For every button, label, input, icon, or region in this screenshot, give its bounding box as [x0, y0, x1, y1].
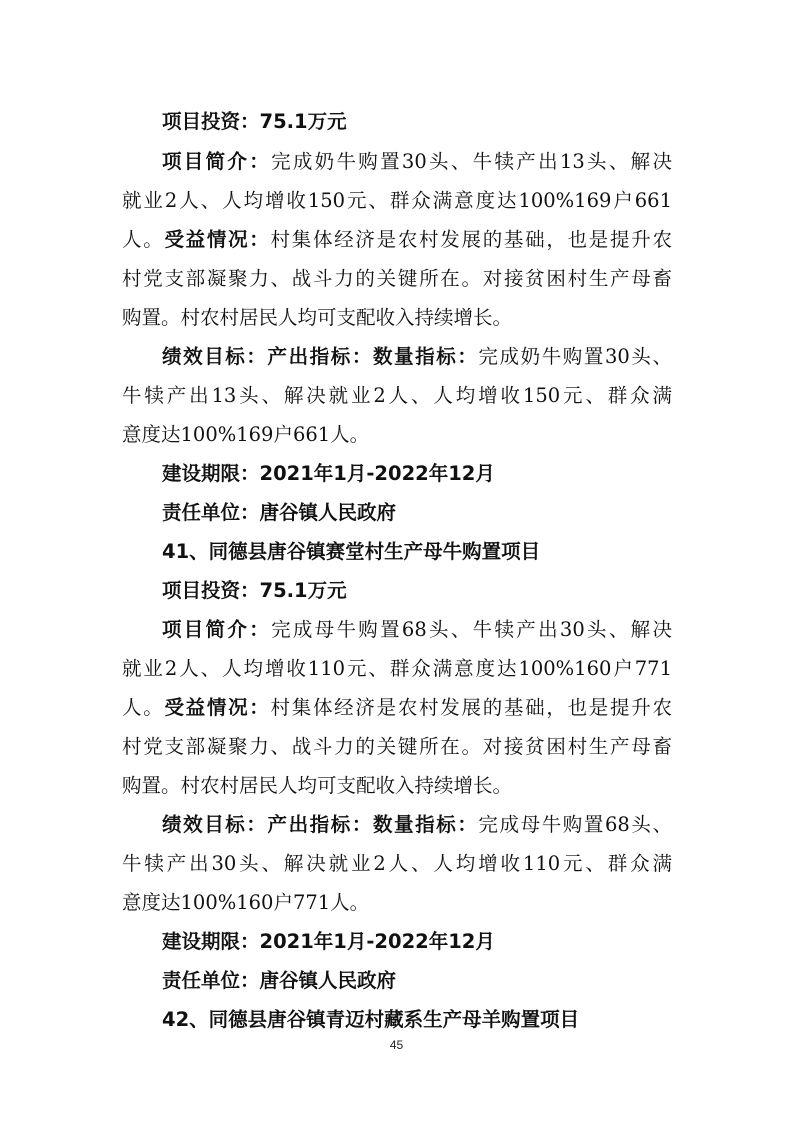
- intro-text: 完成母牛购置68头、牛犊产出30头、解决: [271, 618, 672, 641]
- s1-intro-line-1: [162, 147, 672, 177]
- s2-invest-line: [162, 576, 672, 606]
- s2-benefit-line-2: 村党支部凝聚力、战斗力的关键所在。对接贫困村生产母畜: [122, 735, 672, 758]
- invest-label: 项目投资：: [162, 579, 260, 602]
- goal-label: 绩效目标：产出指标：数量指标：: [162, 345, 479, 368]
- intro-text-end: 人。: [122, 228, 165, 251]
- invest-value: 75.1万元: [259, 110, 347, 133]
- invest-label: 项目投资：: [162, 110, 260, 133]
- s1-invest-line: [162, 107, 672, 137]
- invest-value: 75.1万元: [259, 579, 347, 602]
- s2-responsible-unit: 责任单位：唐谷镇人民政府: [162, 969, 397, 992]
- s2-benefit-line-3: 购置。村农村居民人均可支配收入持续增长。: [122, 774, 513, 797]
- s3-project-title: 42、同德县唐谷镇青迈村藏系生产母羊购置项目: [162, 1008, 580, 1031]
- goal-text: 完成奶牛购置30头、: [478, 345, 672, 368]
- s1-responsible-unit: 责任单位：唐谷镇人民政府: [162, 501, 397, 524]
- s1-goal-line-2: 牛犊产出13头、解决就业2人、人均增收150元、群众满: [122, 384, 672, 407]
- s2-period: 建设期限：2021年1月-2022年12月: [162, 930, 495, 953]
- s1-goal-line-1: [162, 342, 672, 372]
- intro-label: 项目简介：: [162, 150, 272, 173]
- s2-goal-line-1: [162, 810, 672, 840]
- s1-goal-line-3: 意度达100%169户661人。: [122, 423, 370, 446]
- benefit-label: 受益情况：: [164, 696, 271, 719]
- intro-text: 完成奶牛购置30头、牛犊产出13头、解决: [271, 150, 672, 173]
- s1-period: 建设期限：2021年1月-2022年12月: [162, 462, 495, 485]
- intro-label: 项目简介：: [162, 618, 272, 641]
- goal-label: 绩效目标：产出指标：数量指标：: [162, 813, 479, 836]
- intro-text-end: 人。: [122, 696, 165, 719]
- s2-project-title: 41、同德县唐谷镇赛堂村生产母牛购置项目: [162, 540, 541, 563]
- s1-intro-line-3: [122, 225, 672, 255]
- s2-intro-line-2: 就业2人、人均增收110元、群众满意度达100%160户771: [122, 657, 672, 680]
- s2-goal-line-3: 意度达100%160户771人。: [122, 891, 370, 914]
- page-number: 45: [389, 1038, 404, 1052]
- s2-intro-line-1: [162, 615, 672, 645]
- s2-goal-line-2: 牛犊产出30头、解决就业2人、人均增收110元、群众满: [122, 852, 672, 875]
- s1-benefit-line-2: 村党支部凝聚力、战斗力的关键所在。对接贫困村生产母畜: [122, 267, 672, 290]
- benefit-label: 受益情况：: [164, 228, 271, 251]
- s1-benefit-line-3: 购置。村农村居民人均可支配收入持续增长。: [122, 306, 513, 329]
- goal-text: 完成母牛购置68头、: [478, 813, 672, 836]
- s1-intro-line-2: 就业2人、人均增收150元、群众满意度达100%169户661: [122, 189, 672, 212]
- benefit-text: 村集体经济是农村发展的基础，也是提升农: [270, 696, 672, 719]
- benefit-text: 村集体经济是农村发展的基础，也是提升农: [270, 228, 672, 251]
- s2-intro-line-3: [122, 693, 672, 723]
